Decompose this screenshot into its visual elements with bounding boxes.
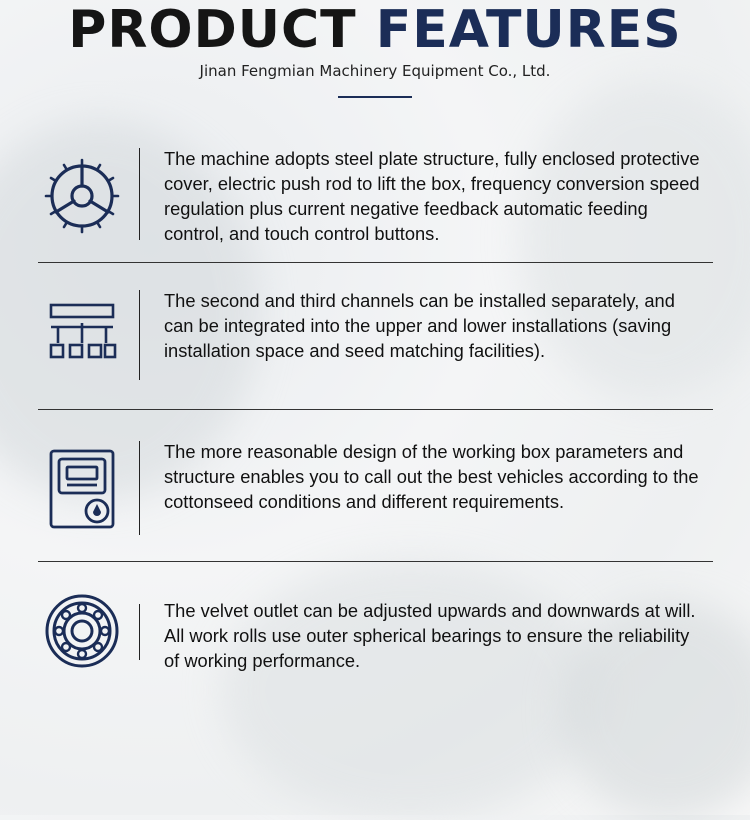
separator-line bbox=[139, 604, 140, 660]
divider bbox=[38, 262, 713, 263]
separator-line bbox=[139, 148, 140, 240]
feature-item bbox=[38, 146, 713, 246]
divider bbox=[38, 409, 713, 410]
bearing-icon bbox=[38, 592, 126, 670]
feature-text: The more reasonable design of the working box parameters and structure enables you to call out the best vehicles according to the cottonseed conditions and different requirements. bbox=[164, 441, 699, 512]
feature-item bbox=[38, 288, 713, 388]
feature-text: The machine adopts steel plate structure, fully enclosed protective cover, electric push rod to lift the box, frequency conversion speed regulation plus current negative feedback automatic feeding control, and touch control buttons. bbox=[164, 148, 700, 244]
company-subtitle: Jinan Fengmian Machinery Equipment Co., Ltd. bbox=[199, 62, 551, 80]
feature-item bbox=[38, 598, 713, 678]
separator-line bbox=[139, 290, 140, 380]
divider bbox=[38, 561, 713, 562]
page-title bbox=[0, 2, 750, 58]
feature-text: The second and third channels can be installed separately, and can be integrated into the upper and lower installations (saving installation space and seed matching facilities). bbox=[164, 290, 675, 361]
title-underline bbox=[338, 96, 412, 98]
feature-item bbox=[38, 439, 713, 539]
title-word-product: PRODUCT bbox=[68, 0, 357, 60]
channel-layout-icon bbox=[38, 288, 126, 378]
title-word-features: FEATURES bbox=[375, 0, 682, 60]
control-box-icon bbox=[38, 445, 126, 533]
separator-line bbox=[139, 441, 140, 535]
gear-blade-icon bbox=[38, 152, 126, 240]
feature-text: The velvet outlet can be adjusted upwards and downwards at will. All work rolls use outer spherical bearings to ensure the reliability of working performance. bbox=[164, 600, 696, 671]
